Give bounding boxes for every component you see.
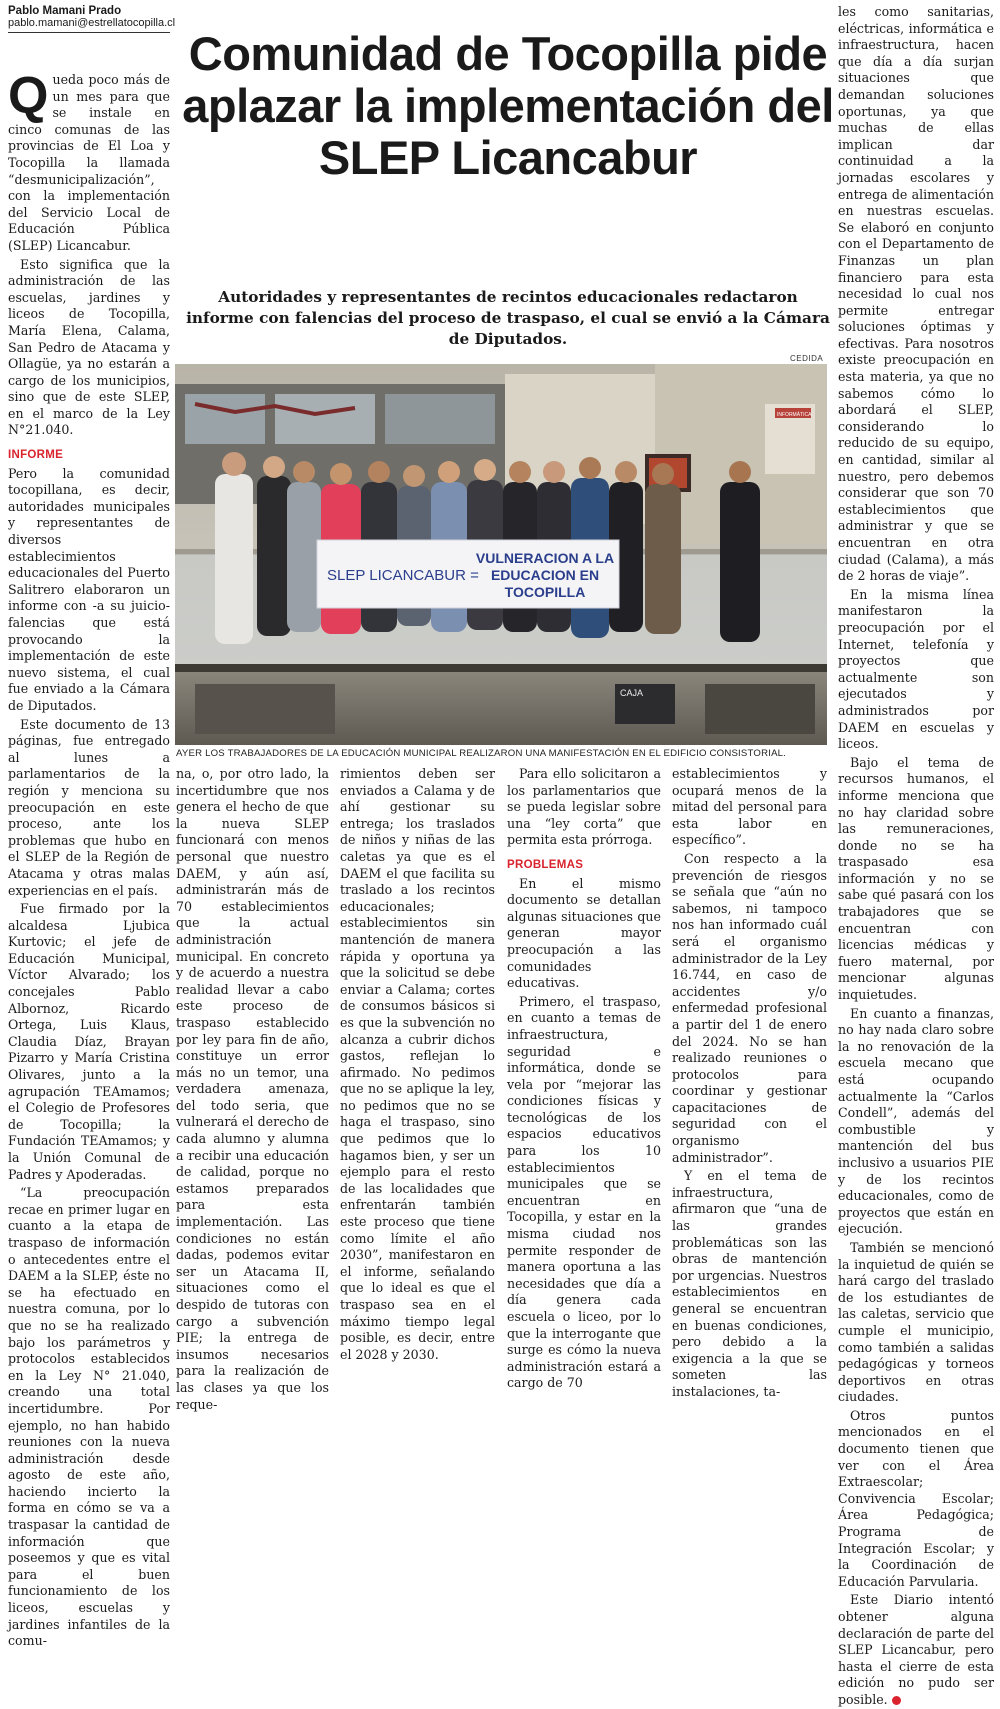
sign-caja-text: CAJA (620, 688, 644, 698)
paragraph: Primero, el traspaso, en cuanto a temas de infraestructura, seguridad e informática, donde se vela por “mejorar las condiciones físicas y tecnológicas de los espacios educativos para los 10 establecimientos municipales que se encuentran en Tocopilla, y estar en la misma ciudad nos permite responder de manera oportuna a las necesidades que día a día genera cada escuela o liceo, por lo que la interrogante que surge es cómo la nueva administración estará a cargo de 70 (507, 993, 661, 1391)
photo-credit: CEDIDA (790, 354, 824, 363)
paragraph: En la misma línea manifestaron la preocupación por el Internet, telefonía y proyectos que actualmente son ejecutados y administrados por DAEM en escuelas y liceos. (838, 586, 994, 752)
paragraph: establecimientos y ocupará menos de la mitad del personal para esta labor en específico”. (672, 766, 827, 848)
article-photo (175, 364, 827, 745)
paragraph: Con respecto a la prevención de riesgos se señala que “aún no sabemos, ni tampoco nos han informado cuál será el organismo administrador de la Ley 16.744, en caso de accidentes y/o enfermedad profesional a partir del 1 de enero del 2024. No se han realizado reuniones o protocolos para coordinar y gestionar capacitaciones de seguridad con el organismo administrador”. (672, 850, 827, 1165)
byline (8, 5, 176, 33)
byline-email: pablo.mamani@estrellatocopilla.cl (8, 17, 176, 29)
paragraph: Otros puntos mencionados en el documento tienen que ver con el Área Extraescolar; Convivencia Escolar; Área Pedagógica; Programa de Integración Escolar; y la Coordinación de Educación Parvularia. (838, 1407, 994, 1589)
paragraph: Pero la comunidad tocopillana, es decir, autoridades municipales y representantes de diversos establecimientos educacionales del Puerto Salitrero elaboraron un informe con -a su juicio- falencias que está provocando la implementación de este nuevo sistema, el cual fue enviado a la Cámara de Diputados. (8, 465, 170, 713)
paragraph-lead: Queda poco más de un mes para que se instale en cinco comunas de las provincias de El Loa y Tocopilla la llamada “desmunicipalización”, con la implementación del Servicio Local de Educación Pública (SLEP) Licancabur. (8, 67, 170, 253)
paragraph: na, o, por otro lado, la incertidumbre que nos genera el hecho de que la nueva SLEP funcionará con menos personal que nuestro DAEM, y aún así, administrarán más de 70 establecimientos que la actual administración municipal. En concreto y de acuerdo a nuestra realidad llevar a cabo este proceso de traspaso establecido por ley para fin de año, constituye un error más no un temor, una verdadera amenaza, del todo seria, que vulnerará el derecho de cada alumno y alumna a recibir una educación de calidad, porque no estamos preparados para esta implementación. Las condiciones no están dadas, podemos evitar ser un Atacama II, situaciones como el despido de tutoras con cargo a subvención PIE; la entrega de insumos necesarios para la realización de las clases ya que los reque- (176, 766, 329, 1412)
column-3 (340, 766, 495, 1362)
paragraph: En el mismo documento se detallan algunas situaciones que generan mayor preocupación a las comunidades educativas. (507, 875, 661, 991)
banner-right-text: VULNERACION A LA EDUCACION EN TOCOPILLA (475, 550, 615, 600)
banner-left-text: SLEP LICANCABUR = (327, 567, 479, 584)
paragraph: “La preocupación recae en primer lugar en cuanto a la etapa de traspaso de información o antecedentes entre el DAEM a la SLEP, éste no se ha efectuado en nuestra comuna, por lo que no se ha realizado bajo los parámetros y protocolos establecidos en la Ley N° 21.040, creando una total incertidumbre. Por ejemplo, no han habido reuniones con la nueva administración desde agosto de este año, haciendo incierto la forma en cómo se va a traspasar la cantidad de información que poseemos y que es vital para el buen funcionamiento de los liceos, escuelas y jardines infantiles de la comu- (8, 1185, 170, 1649)
column-1 (8, 67, 170, 1649)
photo-caption: AYER LOS TRABAJADORES DE LA EDUCACIÓN MUNICIPAL REALIZARON UNA MANIFESTACIÓN EN EL EDIFICIO CONSISTORIAL. (176, 748, 787, 759)
byline-name: Pablo Mamani Prado (8, 5, 122, 17)
paragraph: Para ello solicitaron a los parlamentarios que se pueda legislar sobre una “ley corta” que permita esta prórroga. (507, 766, 661, 848)
deck-block (182, 287, 834, 350)
section-heading-problemas: PROBLEMAS (507, 858, 584, 871)
column-2 (176, 766, 329, 1412)
headline: Comunidad de Tocopilla pide aplazar la implementación del SLEP Licancabur (182, 27, 834, 184)
paragraph: También se mencionó la inquietud de quién se hará cargo del traslado de los estudiantes de las caletas, servicio que cumple el municipio, como también a salidas pedagógicas y torneos deportivos en otras ciudades. (838, 1239, 994, 1405)
column-5 (672, 766, 827, 1399)
paragraph: Esto significa que la administración de las escuelas, jardines y liceos de Tocopilla, María Elena, Calama, San Pedro de Atacama y Ollagüe, ya no estarán a cargo de los municipios, sino que de este SLEP, en el marco de la Ley N°21.040. (8, 256, 170, 438)
end-mark-icon: + (892, 1696, 901, 1705)
photo-illustration (175, 364, 827, 745)
paragraph: rimientos deben ser enviados a Calama y de ahí gestionar su entrega; los traslados de niños y niñas de las caletas ya que es el DAEM el que facilita su traslado a los recintos educacionales; establecimientos sin mantención de manera rápida y oportuna ya que la solicitud se debe enviar a Calama; cortes de consumos básicos si es que la subvención no alcanza a cubrir dichos gastos, reflejan lo afirmado. No pedimos que no se aplique la ley, no pedimos que no se haga el traspaso, sino que pedimos que lo hagamos bien, y ser un ejemplo para el resto de las localidades que enfrentarán también este proceso que tiene como límite el año 2030”, manifestaron en el informe, señalando que lo ideal es que el traspaso sea en el máximo tiempo legal posible, es decir, entre el 2028 y 2030. (340, 766, 495, 1362)
paragraph: Fue firmado por la alcaldesa Ljubica Kurtovic; el jefe de Educación Municipal, Víctor Alvarado; los concejales Pablo Albornoz, Ricardo Ortega, Luis Klaus, Claudia Díaz, Brayan Pizarro y María Cristina Olivares, junto a la agrupación TEAmamos; el Colegio de Profesores de Tocopilla; la Fundación TEAmamos; y la Unión Comunal de Padres y Apoderadas. (8, 901, 170, 1182)
column-6 (838, 4, 994, 1707)
paragraph: Este documento de 13 páginas, fue entregado al lunes a parlamentarios de la región y menciona su preocupación en este proceso, ante los problemas que hubo en el SLEP de la Región de Atacama y otras malas experiencias en el país. (8, 716, 170, 898)
sign-small-text: INFORMÁTICA (777, 412, 812, 418)
headline-block (178, 28, 838, 184)
paragraph: les como sanitarias, eléctricas, informática e infraestructura, hacen que día a día surjan situaciones que demandan soluciones oportunas, ya que muchas de ellas implican dar continuidad a la jornadas escolares y entrega de alimentación en nuestras escuelas. Se elaboró en conjunto con el Departamento de Finanzas un plan financiero para esta necesidad lo cual nos permite entregar soluciones óptimas y efectivas. Para nosotros existe preocupación en esta materia, ya que no sabemos cómo lo abordará el SLEP, considerando lo reducido de su equipo, en cantidad, similar al nuestro, pero debemos considerar que son 70 establecimientos que administrar y que se encuentran en otra ciudad (Calama), a más de 2 horas de viaje”. (838, 4, 994, 584)
dropcap: Q (8, 67, 49, 125)
paragraph: Y en el tema de infraestructura, afirmaron que “una de las grandes problemáticas son las obras de mantención por urgencias. Nuestros establecimientos en general se encuentran en buenas condiciones, pero debido a la exigencia a la que se someten las instalaciones, ta- (672, 1168, 827, 1399)
section-heading-informe: INFORME (8, 449, 64, 462)
deck: Autoridades y representantes de recintos educacionales redactaron informe con falencias del proceso de traspaso, el cual se envió a la Cámara de Diputados. (186, 288, 830, 348)
paragraph: En cuanto a finanzas, no hay nada claro sobre la no renovación de la escuela mecano que está ocupando actualmente la “Carlos Condell”, además del combustible y mantención del bus inclusivo a usuarios PIE y de los recintos educacionales, como de proyectos que están en ejecución. (838, 1005, 994, 1237)
paragraph: Bajo el tema de recursos humanos, el informe menciona que no hay claridad sobre las remuneraciones, donde no se ha traspasado esa información y no se sabe qué pasará con los trabajadores que se encuentran con licencias médicas y fuero maternal, por mencionar algunas inquietudes. (838, 754, 994, 1003)
paragraph-final: Este Diario intentó obtener alguna declaración de parte del SLEP Licancabur, pero hasta el cierre de esta edición no pudo ser posible. + (838, 1592, 994, 1707)
column-4 (507, 766, 661, 1391)
